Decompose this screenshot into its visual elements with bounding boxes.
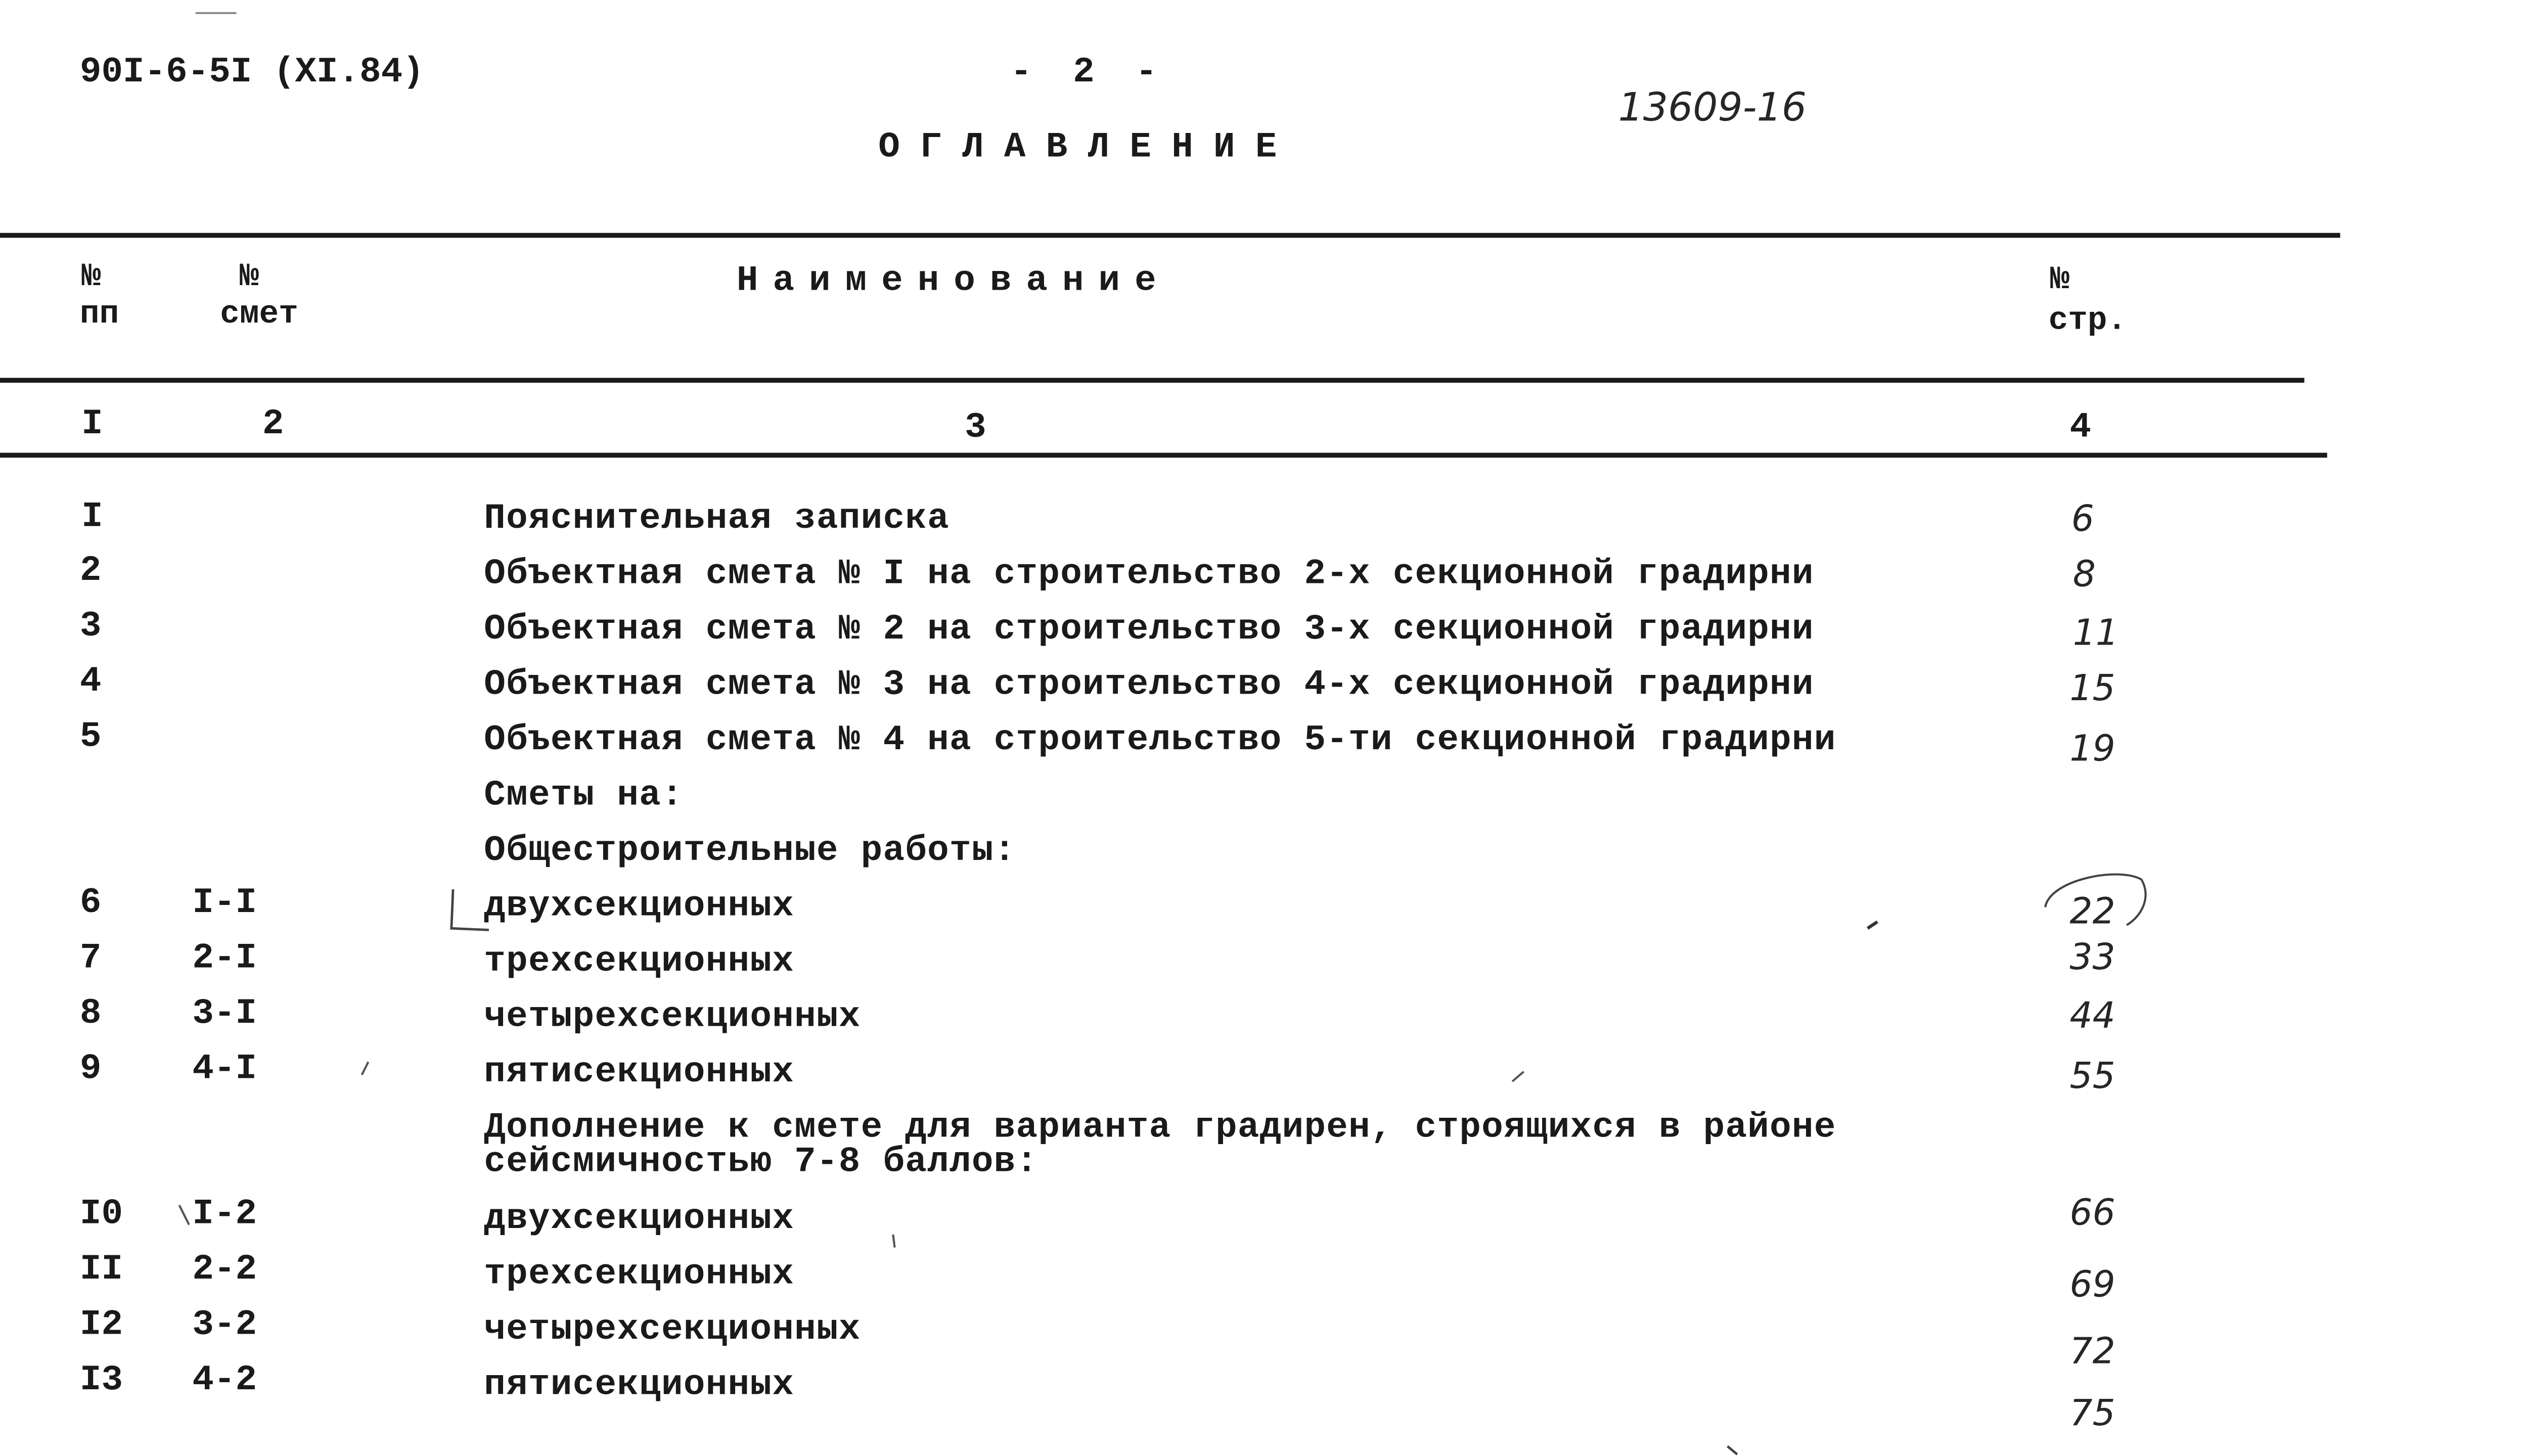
row-page: 69 <box>2069 1265 2115 1306</box>
row-name: Объектная смета № I на строительство 2-х секционной градирни <box>484 554 1814 595</box>
row-name: Объектная смета № 4 на строительство 5-ти секционной градирни <box>484 719 1836 761</box>
column-number-4: 4 <box>2069 407 2092 448</box>
row-number: I0 <box>79 1194 123 1235</box>
col-header-num-sign: № <box>81 259 101 297</box>
row-number: 7 <box>79 938 102 979</box>
row-page: 75 <box>2069 1394 2115 1435</box>
row-page: 55 <box>2069 1057 2115 1098</box>
row-number: 2 <box>79 550 102 592</box>
row-number: 8 <box>79 993 102 1034</box>
row-name: четырехсекционных <box>484 1309 861 1350</box>
row-estimate: 2-2 <box>192 1249 257 1290</box>
row-name: трехсекционных <box>484 1254 795 1295</box>
row-number: 6 <box>79 883 102 924</box>
row-name: Пояснительная записка <box>484 498 950 539</box>
col-header-page-sign: № <box>2050 262 2070 300</box>
row-page: 15 <box>2069 669 2115 710</box>
archive-number: 13609-16 <box>1618 84 1807 130</box>
column-number-2: 2 <box>262 403 284 445</box>
row-page: 66 <box>2069 1194 2115 1235</box>
section-heading-continued: сейсмичностью 7-8 баллов: <box>484 1142 1039 1182</box>
row-estimate: 4-2 <box>192 1359 257 1401</box>
col-header-page: стр. <box>2048 303 2127 341</box>
row-estimate: 3-2 <box>192 1304 257 1345</box>
pencil-tick-mark <box>1728 1446 1737 1454</box>
row-name: двухсекционных <box>484 1199 795 1240</box>
pencil-bracket-mark <box>452 889 489 930</box>
row-estimate: 2-I <box>192 938 257 979</box>
row-name: Объектная смета № 2 на строительство 3-х секционной градирни <box>484 609 1814 650</box>
row-number: I3 <box>79 1359 123 1401</box>
column-number-1: I <box>81 403 103 445</box>
pencil-tick-mark <box>362 1062 369 1075</box>
row-name: двухсекционных <box>484 886 795 927</box>
row-estimate: 4-I <box>192 1049 257 1090</box>
row-page: 8 <box>2072 555 2096 597</box>
row-name: трехсекционных <box>484 941 795 982</box>
row-estimate: 3-I <box>192 993 257 1034</box>
section-heading: Сметы на: <box>484 775 684 816</box>
row-number: II <box>79 1249 123 1290</box>
page-number: - 2 - <box>1010 52 1157 93</box>
pencil-tick-mark <box>179 1205 189 1225</box>
row-estimate: I-2 <box>192 1194 257 1235</box>
col-header-name: Наименование <box>736 260 1171 301</box>
row-name: пятисекционных <box>484 1052 795 1093</box>
document-code: 90I-6-5I (XI.84) <box>79 52 424 93</box>
pencil-circle-mark <box>2045 875 2146 925</box>
col-header-num: пп <box>79 296 119 334</box>
col-header-estimate-sign: № <box>239 259 259 297</box>
row-page: 19 <box>2069 730 2115 770</box>
row-name: пятисекционных <box>484 1364 795 1406</box>
row-page: 22 <box>2069 892 2115 933</box>
row-number: I2 <box>79 1304 123 1345</box>
row-name: четырехсекционных <box>484 996 861 1038</box>
pencil-tick-mark <box>1868 922 1877 928</box>
row-number: I <box>81 496 103 538</box>
row-page: 11 <box>2072 614 2119 655</box>
col-header-estimate: смет <box>220 296 298 334</box>
row-page: 44 <box>2069 996 2115 1038</box>
row-number: 5 <box>79 716 102 757</box>
row-page: 33 <box>2069 938 2115 979</box>
row-name: Объектная смета № 3 на строительство 4-х секционной градирни <box>484 664 1814 705</box>
page-title: ОГЛАВЛЕНИЕ <box>878 127 1297 168</box>
pencil-tick-mark <box>893 1235 894 1248</box>
section-heading: Общестроительные работы: <box>484 830 1016 872</box>
row-page: 6 <box>2071 500 2094 541</box>
column-number-3: 3 <box>965 407 986 448</box>
pencil-tick-mark <box>1512 1072 1524 1081</box>
row-estimate: I-I <box>192 883 257 924</box>
row-number: 4 <box>79 661 102 702</box>
row-number: 9 <box>79 1049 102 1090</box>
row-page: 72 <box>2069 1332 2115 1373</box>
section-heading: Дополнение к смете для варианта градирен, строящихся в районе <box>484 1107 1836 1149</box>
row-number: 3 <box>79 606 102 647</box>
